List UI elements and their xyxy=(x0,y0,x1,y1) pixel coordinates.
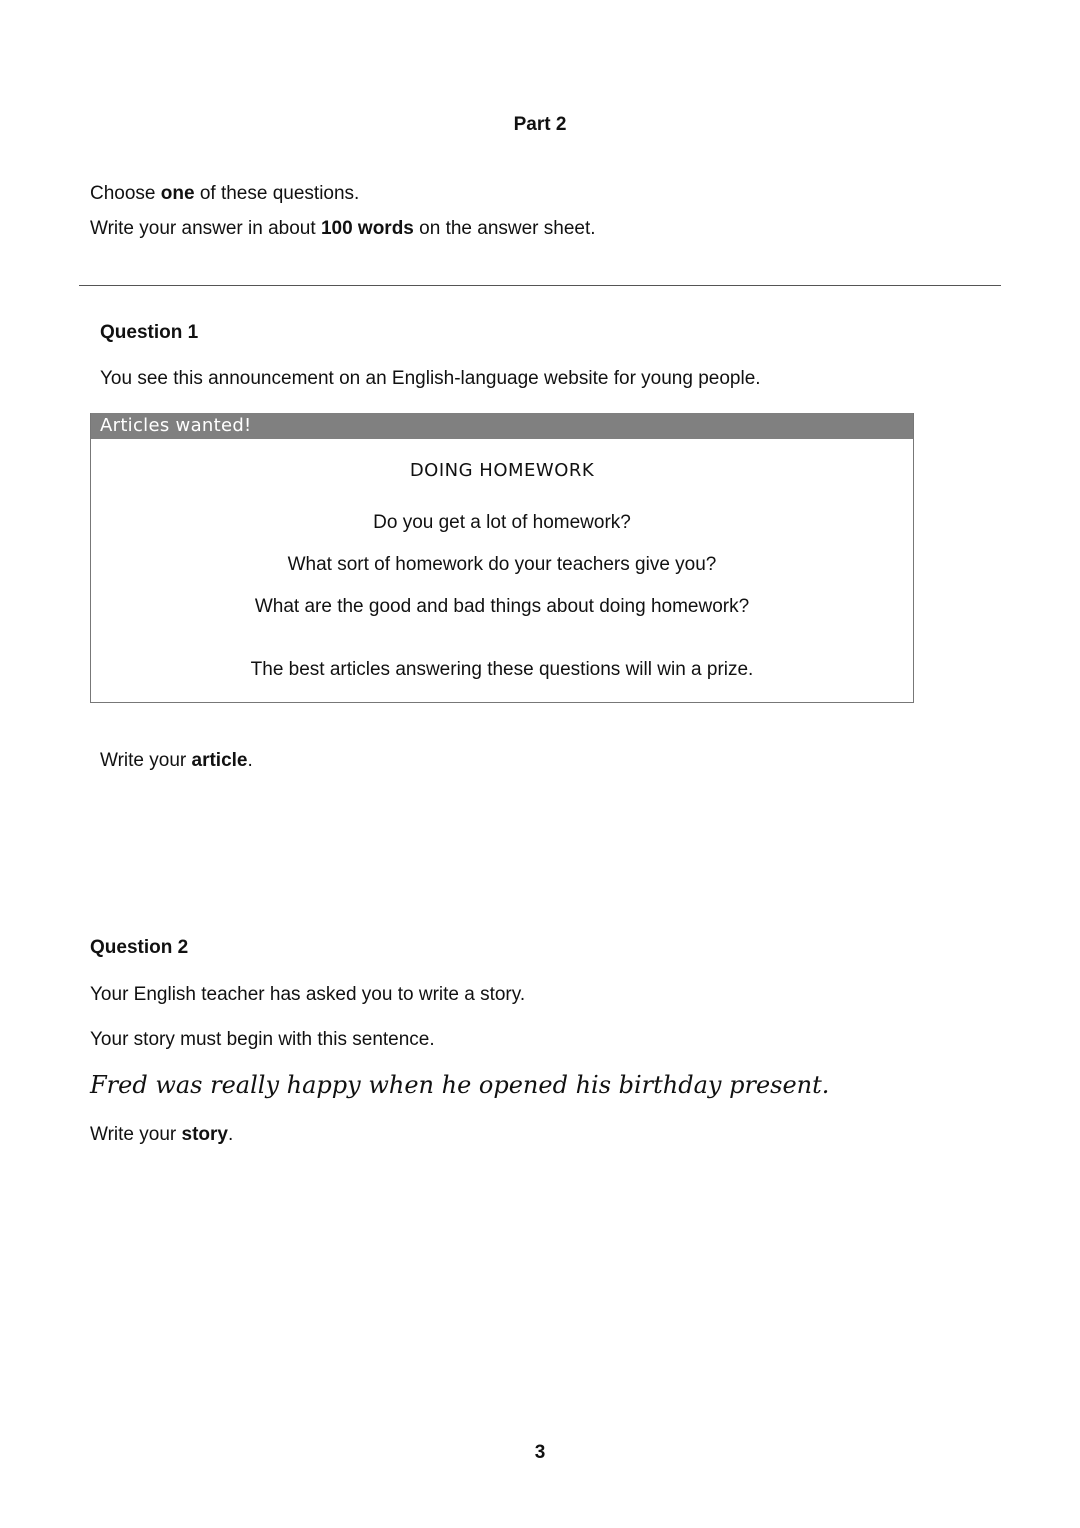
question2-line2: Your story must begin with this sentence. xyxy=(90,1029,435,1050)
question1-task-post: . xyxy=(247,750,253,771)
section-divider xyxy=(79,285,1001,286)
announcement-question-3: What are the good and bad things about doing homework? xyxy=(254,596,750,617)
question1-task-pre: Write your xyxy=(100,750,192,771)
announcement-footer: The best articles answering these questions will win a prize. xyxy=(250,659,754,680)
part-title: Part 2 xyxy=(513,114,567,135)
question1-task-bold: article xyxy=(191,750,248,771)
question1-heading: Question 1 xyxy=(100,322,199,343)
instruction-word-count xyxy=(90,218,596,240)
instruction-choose-pre: Choose xyxy=(90,183,161,204)
instruction-choose-post: of these questions. xyxy=(194,183,360,204)
question2-task-pre: Write your xyxy=(90,1124,182,1145)
instruction-word-count-bold: 100 words xyxy=(320,218,414,239)
announcement-heading: DOING HOMEWORK xyxy=(409,460,595,481)
instruction-word-count-pre: Write your answer in about xyxy=(90,218,321,239)
question2-line1: Your English teacher has asked you to write a story. xyxy=(90,984,526,1005)
instruction-word-count-post: on the answer sheet. xyxy=(413,218,596,239)
question2-task xyxy=(90,1124,233,1146)
announcement-header: Articles wanted! xyxy=(91,413,913,439)
announcement-box xyxy=(90,413,914,703)
question2-heading: Question 2 xyxy=(90,937,189,958)
instruction-choose xyxy=(90,183,359,205)
story-opening-sentence: Fred was really happy when he opened his birthday present. xyxy=(90,1071,830,1099)
question2-task-post: . xyxy=(227,1124,234,1145)
question2-task-bold: story xyxy=(181,1124,228,1145)
instruction-choose-bold: one xyxy=(160,183,195,204)
question1-intro: You see this announcement on an English-language website for young people. xyxy=(100,368,761,389)
announcement-question-2: What sort of homework do your teachers give you? xyxy=(287,554,717,575)
announcement-question-1: Do you get a lot of homework? xyxy=(373,512,631,533)
page-number: 3 xyxy=(534,1442,546,1463)
question1-task xyxy=(100,750,253,772)
